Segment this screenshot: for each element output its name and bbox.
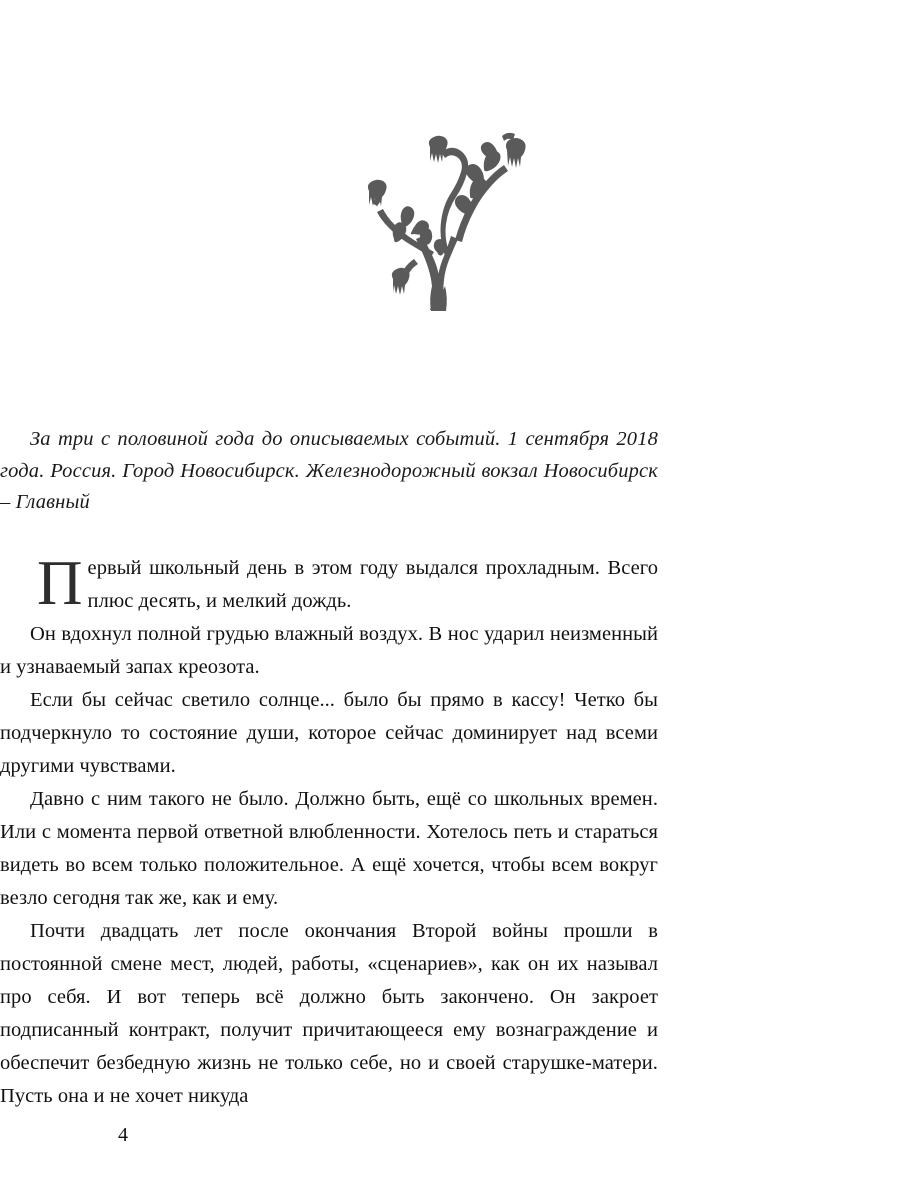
paragraph-1-text: ервый школьный день в этом году выдался прохладным. Всего плюс десять, и мелкий дождь. <box>87 557 658 612</box>
paragraph-5: Почти двадцать лет после окончания Второй войны прошли в постоянной смене мест, людей, работы, «сценариев», как он их называл про себя. И вот теперь всё должно быть закончено. Он закроет подписанный контракт, получит причитающееся ему вознаграждение и обеспечит безбедную жизнь не только себе, но и своей старушке-матери. Пусть она и не хочет никуда <box>0 920 658 1107</box>
page-number: 4 <box>118 1124 128 1146</box>
body-text <box>0 548 658 1113</box>
paragraph-4: Давно с ним такого не было. Должно быть, ещё со школьных времен. Или с момента первой ответной влюбленности. Хотелось петь и стараться видеть во всем только положительное. А ещё хочется, чтобы всем вокруг везло сегодня так же, как и ему. <box>0 788 658 909</box>
paragraph-2: Он вдохнул полной грудью влажный воздух. В нос ударил неизменный и узнаваемый запах креозота. <box>0 623 658 678</box>
paragraph-1 <box>0 548 658 618</box>
paragraph-3: Если бы сейчас светило солнце... было бы прямо в кассу! Четко бы подчеркнуло то состояние души, которое сейчас доминирует над всеми другими чувствами. <box>0 689 658 777</box>
drop-cap: П <box>37 548 83 618</box>
bellflower-sprig-ornament <box>352 118 542 313</box>
epigraph: За три с половиной года до описываемых событий. 1 сентября 2018 года. Россия. Город Новосибирск. Железнодорожный вокзал Новосибирск – Главный <box>0 428 658 513</box>
